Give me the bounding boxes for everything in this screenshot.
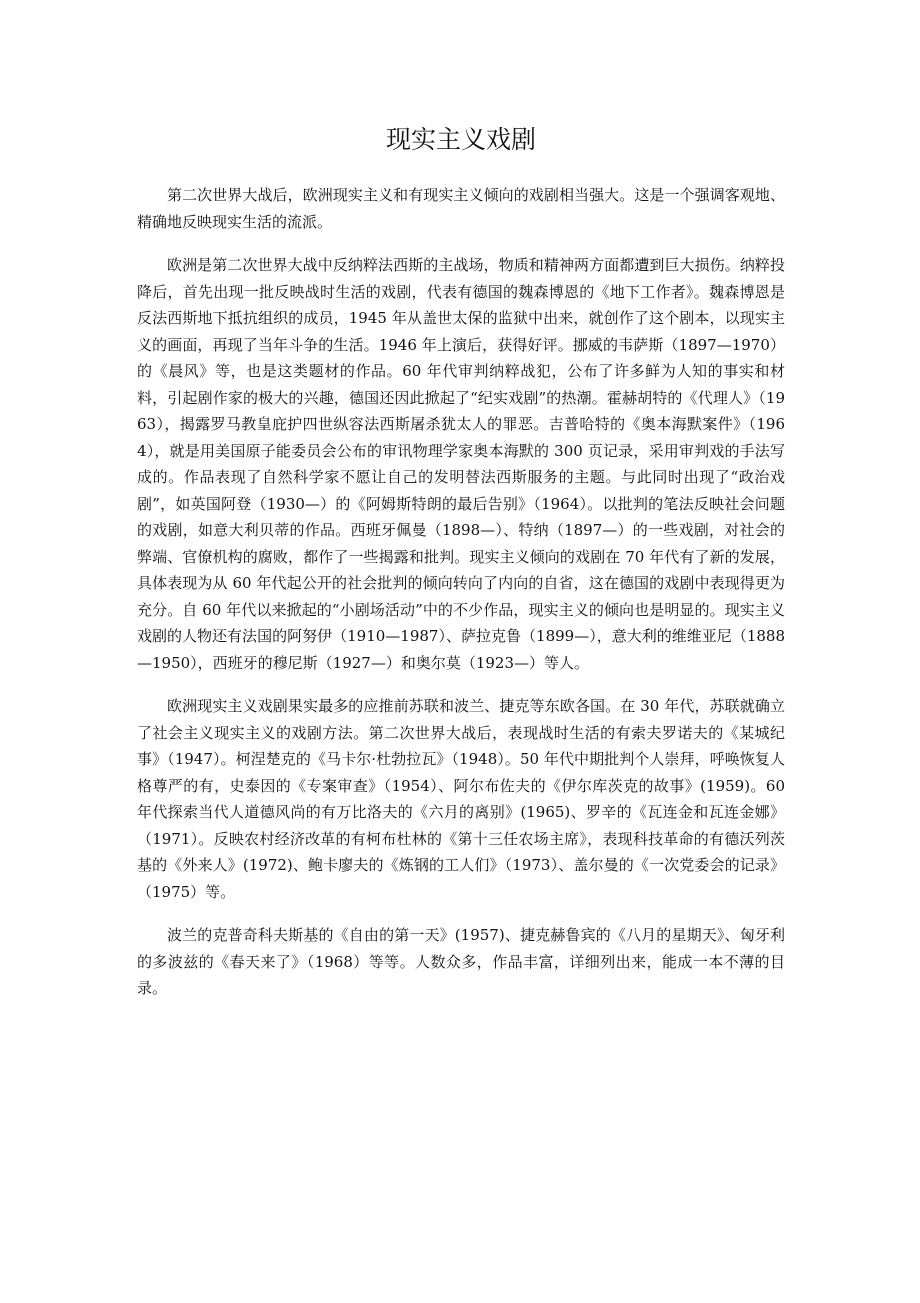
- document-page: [137, 120, 785, 1019]
- paragraph-europe: 欧洲是第二次世界大战中反纳粹法西斯的主战场，物质和精神两方面都遭到巨大损伤。纳粹投降后，首先出现一批反映战时生活的戏剧，代表有德国的魏森博恩的《地下工作者》。魏森博恩是反法西斯地下抵抗组织的成员，1945 年从盖世太保的监狱中出来，就创作了这个剧本，以现实主义的画面，再现了当年斗争的生活。1946 年上演后，获得好评。挪威的韦萨斯（1897—1970）的《晨风》等，也是这类题材的作品。60 年代审判纳粹战犯，公布了许多鲜为人知的事实和材料，引起剧作家的极大的兴趣，德国还因此掀起了“纪实戏剧”的热潮。霍赫胡特的《代理人》（1963），揭露罗马教皇庇护四世纵容法西斯屠杀犹太人的罪恶。吉普哈特的《奥本海默案件》（1964），就是用美国原子能委员会公布的审讯物理学家奥本海默的 300 页记录，采用审判戏的手法写成的。作品表现了自然科学家不愿让自己的发明替法西斯服务的主题。与此同时出现了“政治戏剧”，如英国阿登（1930—）的《阿姆斯特朗的最后告别》（1964）。以批判的笔法反映社会问题的戏剧，如意大利贝蒂的作品。西班牙佩曼（1898—）、特纳（1897—）的一些戏剧，对社会的弊端、官僚机构的腐败，都作了一些揭露和批判。现实主义倾向的戏剧在 70 年代有了新的发展，具体表现为从 60 年代起公开的社会批判的倾向转向了内向的自省，这在德国的戏剧中表现得更为充分。自 60 年代以来掀起的“小剧场活动”中的不少作品，现实主义的倾向也是明显的。现实主义戏剧的人物还有法国的阿努伊（1910—1987）、萨拉克鲁（1899—），意大利的维维亚尼（1888—1950），西班牙的穆尼斯（1927—）和奥尔莫（1923—）等人。: [137, 256, 785, 672]
- paragraph-poland-czech-hungary: 波兰的克普奇科夫斯基的《自由的第一天》(1957)、捷克赫鲁宾的《八月的星期天》、匈牙利的多波兹的《春天来了》（1968）等等。人数众多，作品丰富，详细列出来，能成一本不薄的目录。: [137, 926, 785, 997]
- page-title: 现实主义戏剧: [385, 125, 536, 154]
- paragraph-soviet-eastern-europe: 欧洲现实主义戏剧果实最多的应推前苏联和波兰、捷克等东欧各国。在 30 年代，苏联就确立了社会主义现实主义的戏剧方法。第二次世界大战后，表现战时生活的有索夫罗诺夫的《某城纪事》（1947）。柯涅楚克的《马卡尔·杜勃拉瓦》（1948）。50 年代中期批判个人崇拜，呼唤恢复人格尊严的有，史泰因的《专案审查》（1954）、阿尔布佐夫的《伊尔库茨克的故事》(1959)。60 年代探索当代人道德风尚的有万比洛夫的《六月的离别》(1965)、罗辛的《瓦连金和瓦连金娜》（1971）。反映农村经济改革的有柯布杜林的《第十三任农场主席》，表现科技革命的有德沃列茨基的《外来人》(1972)、鲍卡廖夫的《炼钢的工人们》（1973）、盖尔曼的《一次党委会的记录》（1975）等。: [137, 697, 785, 901]
- paragraph-intro: 第二次世界大战后，欧洲现实主义和有现实主义倾向的戏剧相当强大。这是一个强调客观地、精确地反映现实生活的流派。: [137, 186, 785, 231]
